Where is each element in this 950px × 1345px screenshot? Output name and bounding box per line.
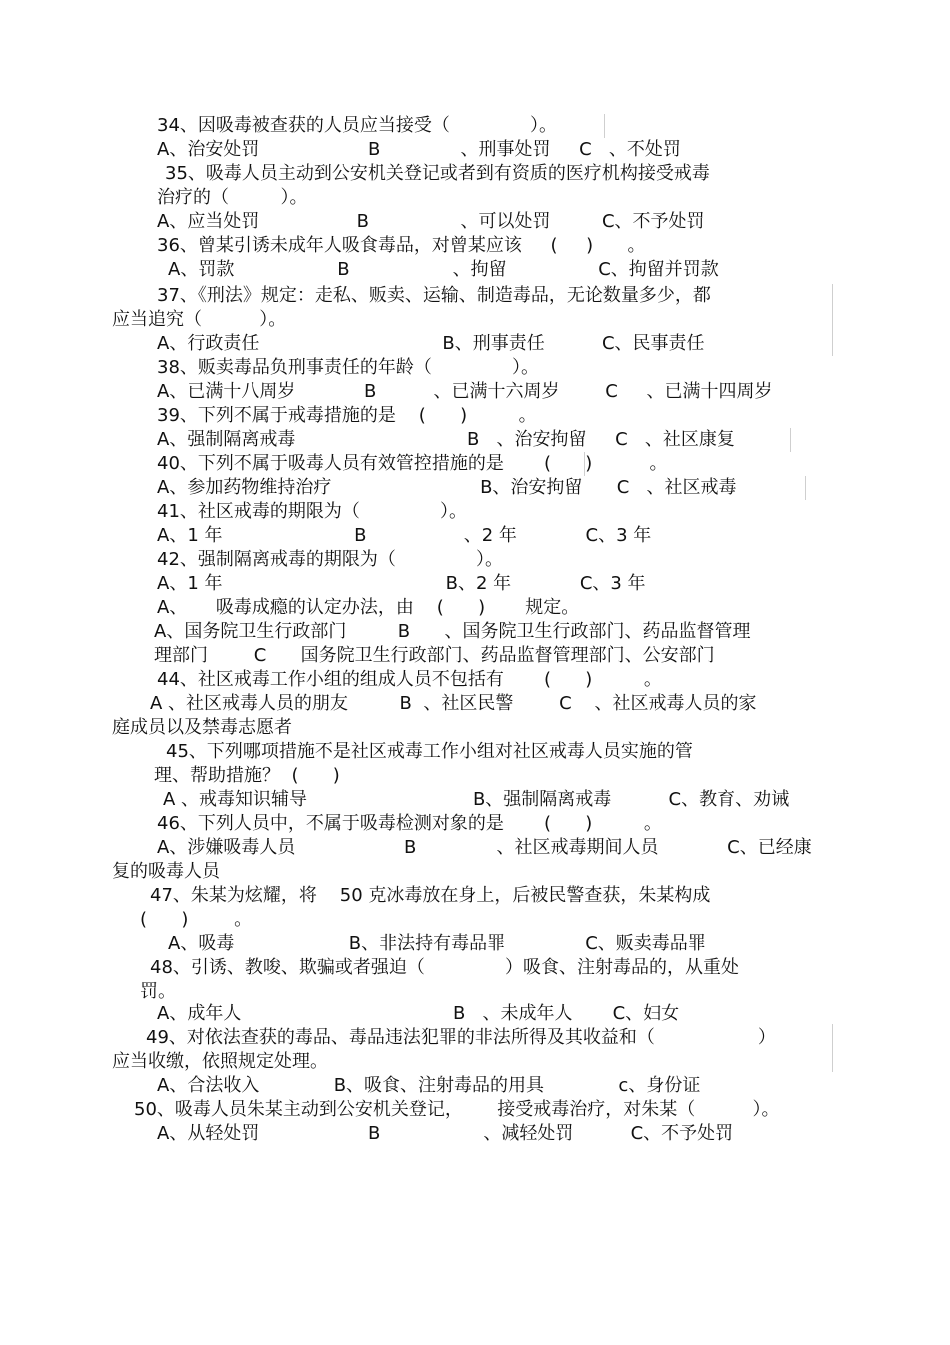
question-43: A、 吸毒成瘾的认定办法，由 ( ) 规定。	[157, 597, 580, 618]
options-42: A、1 年 B、2 年 C、3 年	[157, 573, 646, 594]
margin-rule-2	[832, 284, 833, 356]
options-44: A 、社区戒毒人员的朋友 B 、社区民警 C 、社区戒毒人员的家	[150, 693, 757, 714]
question-49: 49、对依法查获的毒品、毒品违法犯罪的非法所得及其收益和（ ）	[146, 1027, 776, 1048]
options-45: A 、戒毒知识辅导 B、强制隔离戒毒 C、教育、劝诫	[163, 789, 790, 810]
question-48: 48、引诱、教唆、欺骗或者强迫（ ）吸食、注射毒品的，从重处	[150, 957, 740, 978]
options-48: A、成年人 B 、未成年人 C、妇女	[157, 1003, 680, 1024]
question-50: 50、吸毒人员朱某主动到公安机关登记， 接受戒毒治疗，对朱某（ ）。	[134, 1099, 780, 1120]
question-48-cont: 罚。	[140, 981, 176, 1002]
question-47-cont: ( ) 。	[140, 909, 253, 930]
margin-rule-5	[805, 476, 806, 500]
question-49-cont: 应当收缴，依照规定处理。	[112, 1051, 328, 1072]
options-39: A、强制隔离戒毒 B 、治安拘留 C 、社区康复	[157, 429, 735, 450]
options-43: A、国务院卫生行政部门 B 、国务院卫生行政部门、药品监督管理	[154, 621, 751, 642]
question-38: 38、贩卖毒品负刑事责任的年龄（ ）。	[157, 357, 540, 378]
question-42: 42、强制隔离戒毒的期限为（ ）。	[157, 549, 504, 570]
options-49: A、合法收入 B、吸食、注射毒品的用具 c、身份证	[157, 1075, 701, 1096]
question-45: 45、下列哪项措施不是社区戒毒工作小组对社区戒毒人员实施的管	[166, 741, 693, 762]
options-43-cont: 理部门 C 国务院卫生行政部门、药品监督管理部门、公安部门	[154, 645, 715, 666]
options-41: A、1 年 B 、2 年 C、3 年	[157, 525, 652, 546]
options-46-cont: 复的吸毒人员	[112, 861, 220, 882]
question-45-cont: 理、帮助措施？ ( )	[154, 765, 340, 786]
question-35: 35、吸毒人员主动到公安机关登记或者到有资质的医疗机构接受戒毒	[165, 163, 710, 184]
options-34: A、治安处罚 B 、刑事处罚 C 、不处罚	[157, 139, 681, 160]
options-50: A、从轻处罚 B 、减轻处罚 C、不予处罚	[157, 1123, 734, 1144]
question-34: 34、因吸毒被查获的人员应当接受（ ）。	[157, 115, 558, 136]
options-47: A、吸毒 B、非法持有毒品罪 C、贩卖毒品罪	[168, 933, 706, 954]
options-46: A、涉嫌吸毒人员 B 、社区戒毒期间人员 C、已经康	[157, 837, 812, 858]
question-37: 37、《刑法》规定：走私、贩卖、运输、制造毒品，无论数量多少，都	[157, 285, 711, 306]
question-44: 44、社区戒毒工作小组的组成人员不包括有 ( ) 。	[157, 669, 662, 690]
margin-rule-3	[790, 428, 791, 452]
question-35-cont: 治疗的（ ）。	[157, 187, 308, 208]
options-37: A、行政责任 B、刑事责任 C、民事责任	[157, 333, 705, 354]
margin-rule-6	[832, 1024, 833, 1072]
options-35: A、应当处罚 B 、可以处罚 C、不予处罚	[157, 211, 705, 232]
options-36: A、罚款 B 、拘留 C、拘留并罚款	[168, 259, 719, 280]
question-47: 47、朱某为炫耀，将 50 克冰毒放在身上，后被民警查获，朱某构成	[150, 885, 711, 906]
question-39: 39、下列不属于戒毒措施的是 ( ) 。	[157, 405, 537, 426]
options-44-cont: 庭成员以及禁毒志愿者	[112, 717, 292, 738]
options-40: A、参加药物维持治疗 B、治安拘留 C 、社区戒毒	[157, 477, 737, 498]
margin-rule-1	[604, 114, 605, 138]
question-46: 46、下列人员中，不属于吸毒检测对象的是 ( ) 。	[157, 813, 662, 834]
question-37-cont: 应当追究（ ）。	[112, 309, 287, 330]
question-36: 36、曾某引诱未成年人吸食毒品，对曾某应该 ( ) 。	[157, 235, 646, 256]
options-38: A、已满十八周岁 B 、已满十六周岁 C 、已满十四周岁	[157, 381, 773, 402]
question-41: 41、社区戒毒的期限为（ ）。	[157, 501, 468, 522]
question-40: 40、下列不属于吸毒人员有效管控措施的是 ( ) 。	[157, 453, 668, 474]
